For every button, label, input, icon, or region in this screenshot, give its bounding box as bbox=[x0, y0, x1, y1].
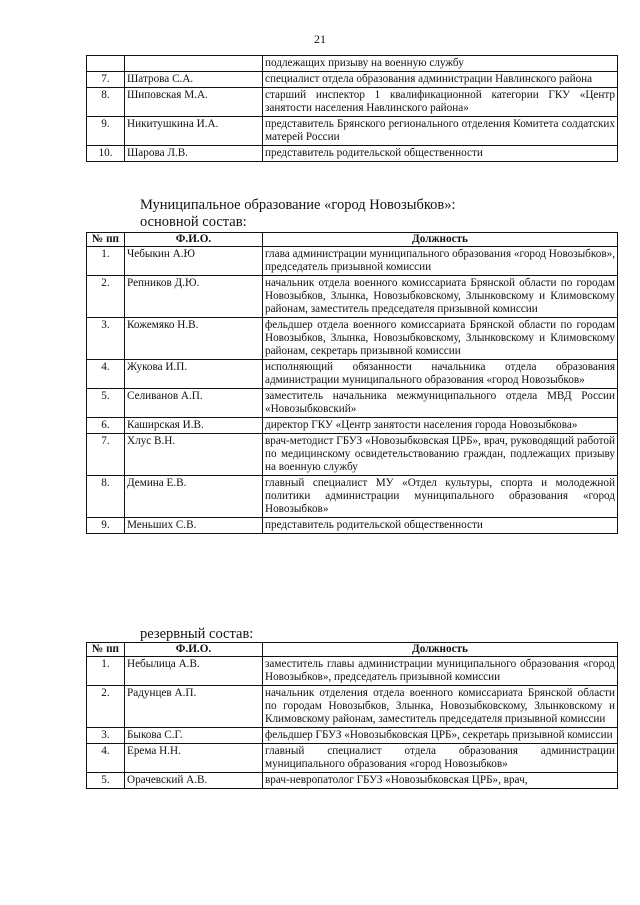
row-number: 1. bbox=[87, 657, 125, 686]
row-number: 1. bbox=[87, 247, 125, 276]
row-number: 4. bbox=[87, 744, 125, 773]
row-number: 3. bbox=[87, 728, 125, 744]
table-row bbox=[87, 389, 618, 418]
member-name: Никитушкина И.А. bbox=[125, 117, 263, 146]
table-row bbox=[87, 360, 618, 389]
member-position: начальник отдела военного комиссариата Брянской области по городам Новозыбков, Злынка, Новозыбковскому, Злынковскому и Климовскому районам, заместитель председателя призывной комиссии bbox=[263, 276, 618, 318]
column-header-number: № пп bbox=[87, 643, 125, 657]
member-name: Репников Д.Ю. bbox=[125, 276, 263, 318]
member-position: представитель Брянского регионального отделения Комитета солдатских матерей России bbox=[263, 117, 618, 146]
member-name: Небылица А.В. bbox=[125, 657, 263, 686]
municipality-heading: Муниципальное образование «город Новозыбков»: bbox=[140, 197, 456, 213]
member-position: начальник отделения отдела военного комиссариата Брянской области по городам Новозыбков, Злынка, Новозыбковскому, Злынковскому и Климовскому районам, заместитель председателя призывной комиссии bbox=[263, 686, 618, 728]
member-name bbox=[125, 56, 263, 72]
member-position: врач-методист ГБУЗ «Новозыбковская ЦРБ», врач, руководящий работой по медицинскому освидетельствованию граждан, подлежащих призыву на военную службу bbox=[263, 434, 618, 476]
member-name: Шиповская М.А. bbox=[125, 88, 263, 117]
member-position: главный специалист отдела образования администрации муниципального образования «город Новозыбков» bbox=[263, 744, 618, 773]
page-number: 21 bbox=[314, 32, 326, 46]
row-number bbox=[87, 56, 125, 72]
reserve-composition-heading: резервный состав: bbox=[140, 626, 254, 642]
row-number: 2. bbox=[87, 276, 125, 318]
row-number: 8. bbox=[87, 88, 125, 117]
table-row bbox=[87, 276, 618, 318]
table-row bbox=[87, 72, 618, 88]
member-name: Жукова И.П. bbox=[125, 360, 263, 389]
member-name: Демина Е.В. bbox=[125, 476, 263, 518]
table-row bbox=[87, 56, 618, 72]
member-name: Чебыкин А.Ю bbox=[125, 247, 263, 276]
column-header-name: Ф.И.О. bbox=[125, 643, 263, 657]
member-name: Кожемяко Н.В. bbox=[125, 318, 263, 360]
member-position: фельдшер ГБУЗ «Новозыбковская ЦРБ», секретарь призывной комиссии bbox=[263, 728, 618, 744]
table-row bbox=[87, 247, 618, 276]
member-name: Шатрова С.А. bbox=[125, 72, 263, 88]
member-position: заместитель начальника межмуниципального отдела МВД России «Новозыбковский» bbox=[263, 389, 618, 418]
member-position: глава администрации муниципального образования «город Новозыбков», председатель призывной комиссии bbox=[263, 247, 618, 276]
row-number: 5. bbox=[87, 389, 125, 418]
table-row bbox=[87, 728, 618, 744]
row-number: 2. bbox=[87, 686, 125, 728]
row-number: 7. bbox=[87, 434, 125, 476]
member-position: представитель родительской общественности bbox=[263, 518, 618, 534]
main-composition-heading: основной состав: bbox=[140, 214, 247, 230]
column-header-position: Должность bbox=[263, 233, 618, 247]
member-position: исполняющий обязанности начальника отдела образования администрации муниципального образования «город Новозыбков» bbox=[263, 360, 618, 389]
member-position: специалист отдела образования администрации Навлинского района bbox=[263, 72, 618, 88]
row-number: 8. bbox=[87, 476, 125, 518]
member-position: представитель родительской общественности bbox=[263, 146, 618, 162]
member-name: Орачевский А.В. bbox=[125, 773, 263, 789]
member-name: Каширская И.В. bbox=[125, 418, 263, 434]
table-row bbox=[87, 318, 618, 360]
row-number: 9. bbox=[87, 518, 125, 534]
member-position: фельдшер отдела военного комиссариата Брянской области по городам Новозыбков, Злынка, Новозыбковскому, Злынковскому и Климовскому районам, секретарь призывной комиссии bbox=[263, 318, 618, 360]
member-name: Меньших С.В. bbox=[125, 518, 263, 534]
column-header-number: № пп bbox=[87, 233, 125, 247]
row-number: 10. bbox=[87, 146, 125, 162]
table-row bbox=[87, 434, 618, 476]
member-name: Селиванов А.П. bbox=[125, 389, 263, 418]
table-row bbox=[87, 88, 618, 117]
member-position: главный специалист МУ «Отдел культуры, спорта и молодежной политики администрации муниципального образования «город Новозыбков» bbox=[263, 476, 618, 518]
column-header-position: Должность bbox=[263, 643, 618, 657]
table-row bbox=[87, 744, 618, 773]
table-row bbox=[87, 418, 618, 434]
row-number: 9. bbox=[87, 117, 125, 146]
row-number: 4. bbox=[87, 360, 125, 389]
table-row bbox=[87, 773, 618, 789]
row-number: 5. bbox=[87, 773, 125, 789]
member-position: директор ГКУ «Центр занятости населения города Новозыбкова» bbox=[263, 418, 618, 434]
continuation-table bbox=[86, 55, 618, 162]
member-name: Шарова Л.В. bbox=[125, 146, 263, 162]
table-header-row bbox=[87, 643, 618, 657]
member-name: Ерема Н.Н. bbox=[125, 744, 263, 773]
member-position: заместитель главы администрации муниципального образования «город Новозыбков», председатель призывной комиссии bbox=[263, 657, 618, 686]
member-name: Хлус В.Н. bbox=[125, 434, 263, 476]
member-name: Радунцев А.П. bbox=[125, 686, 263, 728]
table-row bbox=[87, 117, 618, 146]
table-row bbox=[87, 686, 618, 728]
row-number: 7. bbox=[87, 72, 125, 88]
member-position: врач-невропатолог ГБУЗ «Новозыбковская ЦРБ», врач, bbox=[263, 773, 618, 789]
table-header-row bbox=[87, 233, 618, 247]
table-row bbox=[87, 476, 618, 518]
row-number: 3. bbox=[87, 318, 125, 360]
table-row bbox=[87, 657, 618, 686]
member-position: старший инспектор 1 квалификационной категории ГКУ «Центр занятости населения Навлинского района» bbox=[263, 88, 618, 117]
member-position: подлежащих призыву на военную службу bbox=[263, 56, 618, 72]
reserve-composition-table bbox=[86, 642, 618, 789]
member-name: Быкова С.Г. bbox=[125, 728, 263, 744]
table-row bbox=[87, 146, 618, 162]
row-number: 6. bbox=[87, 418, 125, 434]
column-header-name: Ф.И.О. bbox=[125, 233, 263, 247]
table-row bbox=[87, 518, 618, 534]
main-composition-table bbox=[86, 232, 618, 534]
